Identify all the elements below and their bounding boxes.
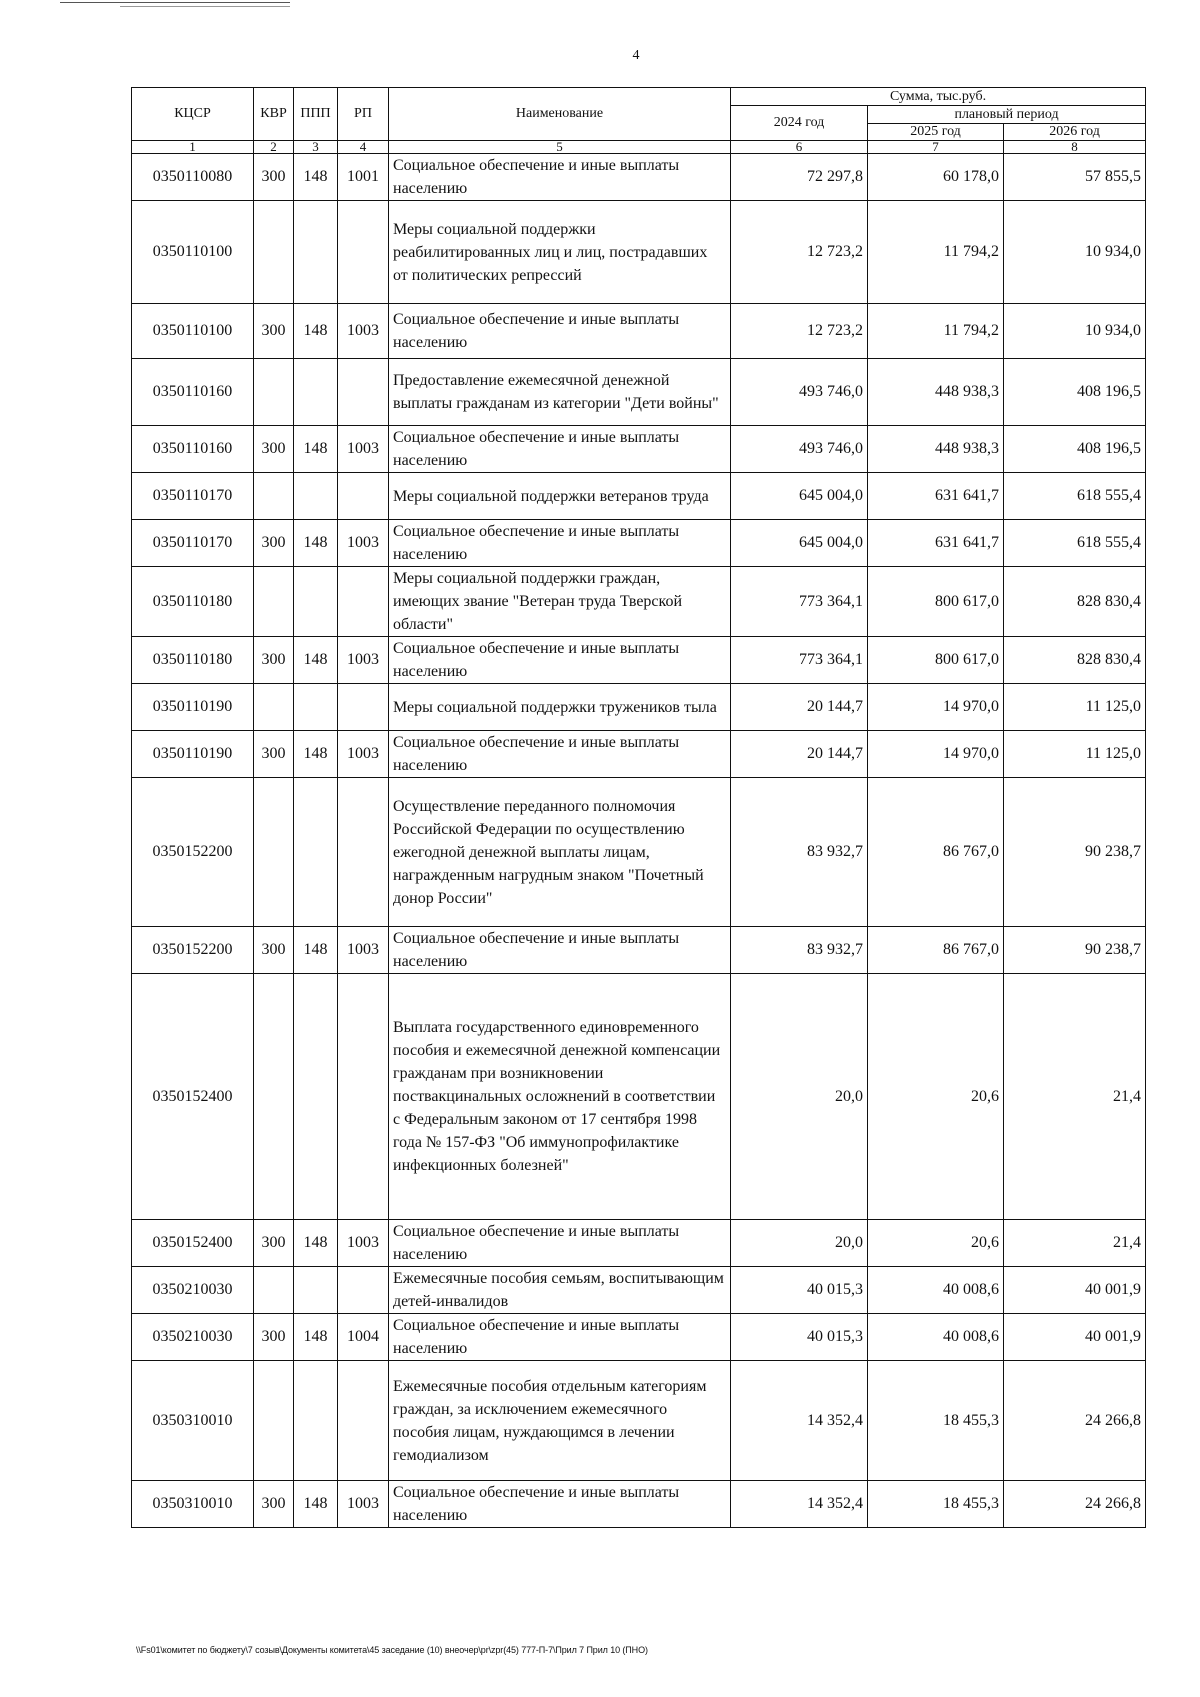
row-amount-2025: 448 938,3: [868, 359, 1004, 426]
row-name: Ежемесячные пособия отдельным категориям граждан, за исключением ежемесячного пособия лицам, нуждающимся в лечении гемодиализом: [389, 1361, 731, 1481]
footer-file-path: \\Fs01\комитет по бюджету\7 созыв\Документы комитета\45 заседание (10) внеочер\pr\zpr(45) 777-П-7\Прил 7 Прил 10 (ПНО): [136, 1645, 648, 1655]
table-row: [132, 426, 1146, 473]
row-kvr: 300: [254, 520, 294, 567]
row-ppp: 148: [294, 637, 338, 684]
row-amount-2024: 493 746,0: [731, 426, 868, 473]
table-row: [132, 201, 1146, 304]
row-amount-2024: 14 352,4: [731, 1481, 868, 1528]
row-kvr: 300: [254, 927, 294, 974]
row-code: 0350110190: [132, 731, 254, 778]
row-amount-2025: 800 617,0: [868, 637, 1004, 684]
row-ppp: 148: [294, 304, 338, 359]
column-number-row: [132, 141, 1146, 154]
row-kvr: 300: [254, 1220, 294, 1267]
row-amount-2025: 20,6: [868, 1220, 1004, 1267]
column-number: 5: [389, 141, 731, 154]
row-amount-2026: 828 830,4: [1004, 637, 1146, 684]
row-amount-2025: 14 970,0: [868, 731, 1004, 778]
row-amount-2024: 773 364,1: [731, 567, 868, 637]
row-amount-2025: 86 767,0: [868, 778, 1004, 927]
row-ppp: [294, 974, 338, 1220]
row-amount-2025: 448 938,3: [868, 426, 1004, 473]
row-rp: [338, 974, 389, 1220]
row-amount-2026: 11 125,0: [1004, 684, 1146, 731]
row-amount-2024: 12 723,2: [731, 201, 868, 304]
column-number: 1: [132, 141, 254, 154]
row-kvr: [254, 567, 294, 637]
row-amount-2024: 12 723,2: [731, 304, 868, 359]
row-ppp: 148: [294, 520, 338, 567]
row-kvr: 300: [254, 1481, 294, 1528]
page-number: 4: [632, 48, 640, 63]
row-kvr: [254, 1267, 294, 1314]
row-name: Социальное обеспечение и иные выплаты населению: [389, 731, 731, 778]
table-row: [132, 567, 1146, 637]
row-amount-2026: 90 238,7: [1004, 778, 1146, 927]
row-rp: 1003: [338, 637, 389, 684]
row-code: 0350310010: [132, 1481, 254, 1528]
row-code: 0350110180: [132, 567, 254, 637]
scan-artifact-line: [120, 6, 290, 7]
row-amount-2026: 408 196,5: [1004, 426, 1146, 473]
row-name: Социальное обеспечение и иные выплаты населению: [389, 637, 731, 684]
header-kvr: КВР: [254, 88, 294, 141]
row-amount-2024: 20 144,7: [731, 731, 868, 778]
row-rp: 1004: [338, 1314, 389, 1361]
table-row: [132, 473, 1146, 520]
row-amount-2025: 11 794,2: [868, 304, 1004, 359]
row-kvr: [254, 359, 294, 426]
row-name: Социальное обеспечение и иные выплаты населению: [389, 1220, 731, 1267]
row-kvr: 300: [254, 426, 294, 473]
row-ppp: [294, 567, 338, 637]
row-amount-2024: 14 352,4: [731, 1361, 868, 1481]
row-code: 0350110170: [132, 520, 254, 567]
table-row: [132, 1361, 1146, 1481]
header-ppp: ППП: [294, 88, 338, 141]
row-kvr: 300: [254, 154, 294, 201]
row-amount-2026: 24 266,8: [1004, 1361, 1146, 1481]
row-amount-2026: 618 555,4: [1004, 520, 1146, 567]
row-name: Предоставление ежемесячной денежной выплаты гражданам из категории "Дети войны": [389, 359, 731, 426]
column-number: 8: [1004, 141, 1146, 154]
row-amount-2024: 645 004,0: [731, 520, 868, 567]
row-ppp: [294, 1361, 338, 1481]
header-year-2025: 2025 год: [868, 124, 1004, 141]
budget-table: [131, 87, 1146, 1528]
row-rp: [338, 567, 389, 637]
header-sum: Сумма, тыс.руб.: [731, 88, 1146, 106]
row-amount-2025: 18 455,3: [868, 1481, 1004, 1528]
column-number: 4: [338, 141, 389, 154]
row-name: Ежемесячные пособия семьям, воспитывающим детей-инвалидов: [389, 1267, 731, 1314]
table-row: [132, 1220, 1146, 1267]
column-number: 2: [254, 141, 294, 154]
row-name: Меры социальной поддержки граждан, имеющих звание "Ветеран труда Тверской области": [389, 567, 731, 637]
row-amount-2025: 631 641,7: [868, 520, 1004, 567]
row-code: 0350110080: [132, 154, 254, 201]
row-rp: 1003: [338, 520, 389, 567]
table-row: [132, 731, 1146, 778]
row-code: 0350110100: [132, 201, 254, 304]
row-amount-2024: 493 746,0: [731, 359, 868, 426]
row-kvr: [254, 201, 294, 304]
row-amount-2026: 57 855,5: [1004, 154, 1146, 201]
row-kvr: 300: [254, 304, 294, 359]
row-amount-2025: 11 794,2: [868, 201, 1004, 304]
row-name: Социальное обеспечение и иные выплаты населению: [389, 426, 731, 473]
row-amount-2026: 408 196,5: [1004, 359, 1146, 426]
table-row: [132, 304, 1146, 359]
row-amount-2026: 90 238,7: [1004, 927, 1146, 974]
row-name: Меры социальной поддержки тружеников тыла: [389, 684, 731, 731]
row-amount-2026: 828 830,4: [1004, 567, 1146, 637]
row-amount-2025: 20,6: [868, 974, 1004, 1220]
row-name: Меры социальной поддержки ветеранов труда: [389, 473, 731, 520]
row-ppp: 148: [294, 1481, 338, 1528]
row-amount-2024: 20,0: [731, 1220, 868, 1267]
row-amount-2026: 40 001,9: [1004, 1314, 1146, 1361]
row-kvr: [254, 1361, 294, 1481]
row-code: 0350152200: [132, 927, 254, 974]
row-rp: 1003: [338, 731, 389, 778]
row-name: Социальное обеспечение и иные выплаты населению: [389, 304, 731, 359]
row-code: 0350110170: [132, 473, 254, 520]
table-row: [132, 684, 1146, 731]
column-number: 7: [868, 141, 1004, 154]
row-name: Социальное обеспечение и иные выплаты населению: [389, 927, 731, 974]
table-row: [132, 520, 1146, 567]
row-kvr: [254, 684, 294, 731]
row-ppp: 148: [294, 154, 338, 201]
row-code: 0350210030: [132, 1314, 254, 1361]
row-ppp: [294, 1267, 338, 1314]
row-kvr: 300: [254, 731, 294, 778]
row-name: Социальное обеспечение и иные выплаты населению: [389, 520, 731, 567]
row-code: 0350152400: [132, 974, 254, 1220]
row-amount-2025: 40 008,6: [868, 1267, 1004, 1314]
row-kvr: 300: [254, 637, 294, 684]
row-rp: [338, 778, 389, 927]
row-rp: [338, 684, 389, 731]
row-amount-2024: 645 004,0: [731, 473, 868, 520]
row-code: 0350110160: [132, 359, 254, 426]
row-amount-2024: 20,0: [731, 974, 868, 1220]
row-amount-2025: 14 970,0: [868, 684, 1004, 731]
row-ppp: 148: [294, 1314, 338, 1361]
row-ppp: 148: [294, 1220, 338, 1267]
row-ppp: [294, 201, 338, 304]
row-code: 0350110100: [132, 304, 254, 359]
row-rp: [338, 473, 389, 520]
row-rp: 1003: [338, 927, 389, 974]
row-ppp: [294, 473, 338, 520]
row-amount-2026: 618 555,4: [1004, 473, 1146, 520]
row-amount-2024: 40 015,3: [731, 1267, 868, 1314]
row-amount-2025: 18 455,3: [868, 1361, 1004, 1481]
row-rp: 1003: [338, 426, 389, 473]
row-rp: 1003: [338, 1481, 389, 1528]
row-code: 0350210030: [132, 1267, 254, 1314]
row-amount-2024: 83 932,7: [731, 927, 868, 974]
table-row: [132, 778, 1146, 927]
row-amount-2026: 24 266,8: [1004, 1481, 1146, 1528]
table-row: [132, 974, 1146, 1220]
row-ppp: 148: [294, 927, 338, 974]
row-ppp: [294, 359, 338, 426]
row-amount-2024: 20 144,7: [731, 684, 868, 731]
row-kvr: 300: [254, 1314, 294, 1361]
row-amount-2024: 83 932,7: [731, 778, 868, 927]
row-amount-2024: 773 364,1: [731, 637, 868, 684]
row-amount-2026: 21,4: [1004, 974, 1146, 1220]
table-row: [132, 637, 1146, 684]
header-kcsr: КЦСР: [132, 88, 254, 141]
column-number: 3: [294, 141, 338, 154]
table-row: [132, 927, 1146, 974]
row-amount-2026: 11 125,0: [1004, 731, 1146, 778]
row-amount-2026: 10 934,0: [1004, 304, 1146, 359]
header-rp: РП: [338, 88, 389, 141]
row-ppp: 148: [294, 426, 338, 473]
row-amount-2025: 40 008,6: [868, 1314, 1004, 1361]
row-rp: [338, 359, 389, 426]
row-ppp: 148: [294, 731, 338, 778]
row-code: 0350310010: [132, 1361, 254, 1481]
row-kvr: [254, 473, 294, 520]
row-rp: [338, 1361, 389, 1481]
row-rp: [338, 1267, 389, 1314]
row-ppp: [294, 778, 338, 927]
row-amount-2025: 631 641,7: [868, 473, 1004, 520]
row-ppp: [294, 684, 338, 731]
row-code: 0350110190: [132, 684, 254, 731]
row-name: Социальное обеспечение и иные выплаты населению: [389, 154, 731, 201]
row-name: Социальное обеспечение и иные выплаты населению: [389, 1314, 731, 1361]
row-rp: 1003: [338, 304, 389, 359]
header-planning-period: плановый период: [868, 106, 1146, 124]
table-row: [132, 359, 1146, 426]
row-amount-2026: 10 934,0: [1004, 201, 1146, 304]
row-rp: 1001: [338, 154, 389, 201]
header-name: Наименование: [389, 88, 731, 141]
header-year-2024: 2024 год: [731, 106, 868, 141]
row-name: Выплата государственного единовременного пособия и ежемесячной денежной компенсации гражданам при возникновении поствакцинальных осложнений в соответствии с Федеральным законом от 17 сентября 1998 года № 157-ФЗ "Об иммунопрофилактике инфекционных болезней": [389, 974, 731, 1220]
table-row: [132, 154, 1146, 201]
row-amount-2025: 60 178,0: [868, 154, 1004, 201]
row-name: Социальное обеспечение и иные выплаты населению: [389, 1481, 731, 1528]
row-code: 0350110160: [132, 426, 254, 473]
table-row: [132, 1481, 1146, 1528]
table-body: [132, 154, 1146, 1528]
row-amount-2025: 800 617,0: [868, 567, 1004, 637]
scan-artifact-line: [60, 2, 290, 3]
row-code: 0350152400: [132, 1220, 254, 1267]
row-name: Осуществление переданного полномочия Российской Федерации по осуществлению ежегодной денежной выплаты лицам, награжденным нагрудным знаком "Почетный донор России": [389, 778, 731, 927]
row-kvr: [254, 974, 294, 1220]
column-number: 6: [731, 141, 868, 154]
row-amount-2024: 72 297,8: [731, 154, 868, 201]
row-amount-2025: 86 767,0: [868, 927, 1004, 974]
row-amount-2026: 21,4: [1004, 1220, 1146, 1267]
row-rp: 1003: [338, 1220, 389, 1267]
row-rp: [338, 201, 389, 304]
row-kvr: [254, 778, 294, 927]
row-code: 0350110180: [132, 637, 254, 684]
row-code: 0350152200: [132, 778, 254, 927]
row-name: Меры социальной поддержки реабилитированных лиц и лиц, пострадавших от политических репрессий: [389, 201, 731, 304]
header-year-2026: 2026 год: [1004, 124, 1146, 141]
table-row: [132, 1314, 1146, 1361]
table-row: [132, 1267, 1146, 1314]
row-amount-2024: 40 015,3: [731, 1314, 868, 1361]
row-amount-2026: 40 001,9: [1004, 1267, 1146, 1314]
